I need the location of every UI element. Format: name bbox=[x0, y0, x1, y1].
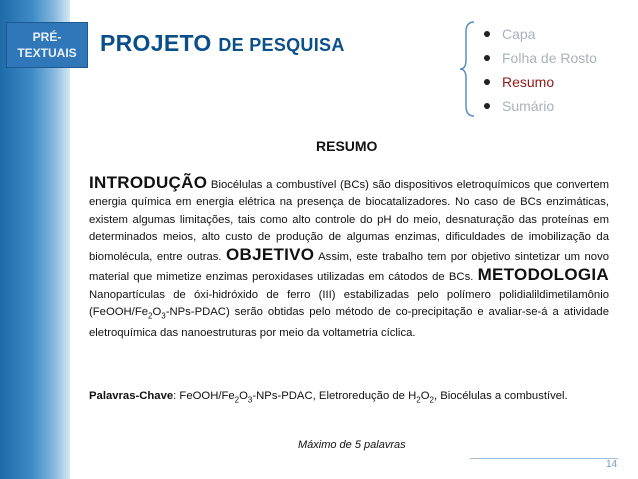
section-badge bbox=[6, 22, 88, 68]
word-limit-note: Máximo de 5 palavras bbox=[298, 439, 406, 451]
subscript: 3 bbox=[161, 311, 166, 321]
menu-item-label: Sumário bbox=[502, 98, 555, 114]
footer-divider bbox=[470, 458, 618, 459]
badge-line-1: PRÉ- bbox=[32, 30, 62, 44]
menu-item-label: Resumo bbox=[502, 74, 555, 90]
abstract-body: INTRODUÇÃO Biocélulas a combustível (BCs) são dispositivos eletroquímicos que convertem energia química em energia elétrica na presença de biocatalizadores. No caso de BCs enzimáticas, existem algumas limitações, tais como alto controle do pH do meio, desnaturação das proteínas em determinados meios, alto custo de produção de algumas enzimas, dificuldades de imobilização da biomolécula, entre outras. OBJETIVO Assim, este trabalho tem por objetivo sintetizar um novo material que mimetize enzimas peroxidases utilizadas em cátodos de BCs. METODOLOGIA Nanopartículas de óxi-hidróxido de ferro (III) estabilizadas pelo polímero polidialildimetilamônio $(FeOOH/Fe_2O_3-NPs-PDAC)$ serão obtidas pelo método de co-precipitação e avaliar-se-á a atividade eletroquímica das nanoestruturas por meio da voltametria cíclica. bbox=[89, 173, 610, 339]
objetivo-label: OBJETIVO bbox=[225, 245, 315, 265]
section-menu bbox=[484, 22, 597, 118]
bullet-icon bbox=[484, 55, 490, 61]
metodologia-text-1: Nanopartículas de óxi-hidróxido de ferro (III) estabilizadas pelo polímero polidialildimetilamônio (FeOOH/Fe bbox=[89, 288, 609, 319]
page-title bbox=[100, 30, 345, 57]
subscript: 2 bbox=[416, 395, 421, 405]
sidebar-gradient bbox=[0, 0, 70, 479]
subscript: 2 bbox=[429, 395, 434, 405]
keywords-label: Palavras-Chave bbox=[89, 390, 174, 402]
resumo-heading: RESUMO bbox=[316, 138, 378, 154]
menu-item-resumo[interactable] bbox=[484, 70, 597, 94]
objetivo-text: Assim, este trabalho tem por objetivo sintetizar um novo material que mimetize enzimas peroxidases utilizadas em cátodos de BCs. bbox=[89, 251, 610, 284]
subscript: 2 bbox=[148, 311, 153, 321]
menu-item-capa[interactable] bbox=[484, 22, 597, 46]
menu-item-folha-de-rosto[interactable] bbox=[484, 46, 597, 70]
keywords-text-3: , Biocélulas a combustível. bbox=[433, 390, 568, 402]
bullet-icon bbox=[484, 31, 490, 37]
page-number: 14 bbox=[606, 459, 618, 470]
badge-line-2: TEXTUAIS bbox=[17, 46, 77, 60]
keywords-text-1: : FeOOH/Fe bbox=[173, 390, 235, 402]
intro-text: Biocélulas a combustível (BCs) são dispositivos eletroquímicos que convertem energia química em energia elétrica na presença de biocatalizadores. No caso de BCs enzimáticas, existem algumas limitações, tais como alto controle do pH do meio, desnaturação das proteínas em determinados meios, alto custo de produção de algumas enzimas, dificuldades de imobilização da biomolécula, entre outras. bbox=[89, 179, 610, 264]
bullet-icon bbox=[484, 103, 490, 109]
keywords-text-2: -NPs-PDAC, Eletroredução de H bbox=[252, 390, 417, 402]
menu-item-label: Folha de Rosto bbox=[502, 50, 597, 66]
brace-icon bbox=[460, 20, 474, 118]
subscript: 2 bbox=[234, 395, 240, 405]
intro-label: INTRODUÇÃO bbox=[89, 173, 208, 192]
menu-item-label: Capa bbox=[502, 26, 536, 42]
bullet-icon bbox=[484, 79, 490, 85]
menu-item-sumario[interactable] bbox=[484, 94, 597, 118]
title-rest: DE PESQUISA bbox=[218, 35, 345, 55]
metodologia-text-2: -NPs-PDAC) serão obtidas pelo método de co-precipitação e avaliar-se-á a atividade eletroquímica das nanoestruturas por meio da voltametria cíclica. bbox=[89, 306, 609, 339]
keywords-line: Palavras-Chave: FeOOH/$Fe_2O_3-NPs$-PDAC, Eletroredução de $H_2O_2$, Biocélulas a combustível. bbox=[89, 390, 568, 405]
title-main: PROJETO bbox=[100, 30, 212, 56]
metodologia-label: METODOLOGIA bbox=[477, 265, 609, 285]
subscript: 3 bbox=[247, 395, 253, 405]
